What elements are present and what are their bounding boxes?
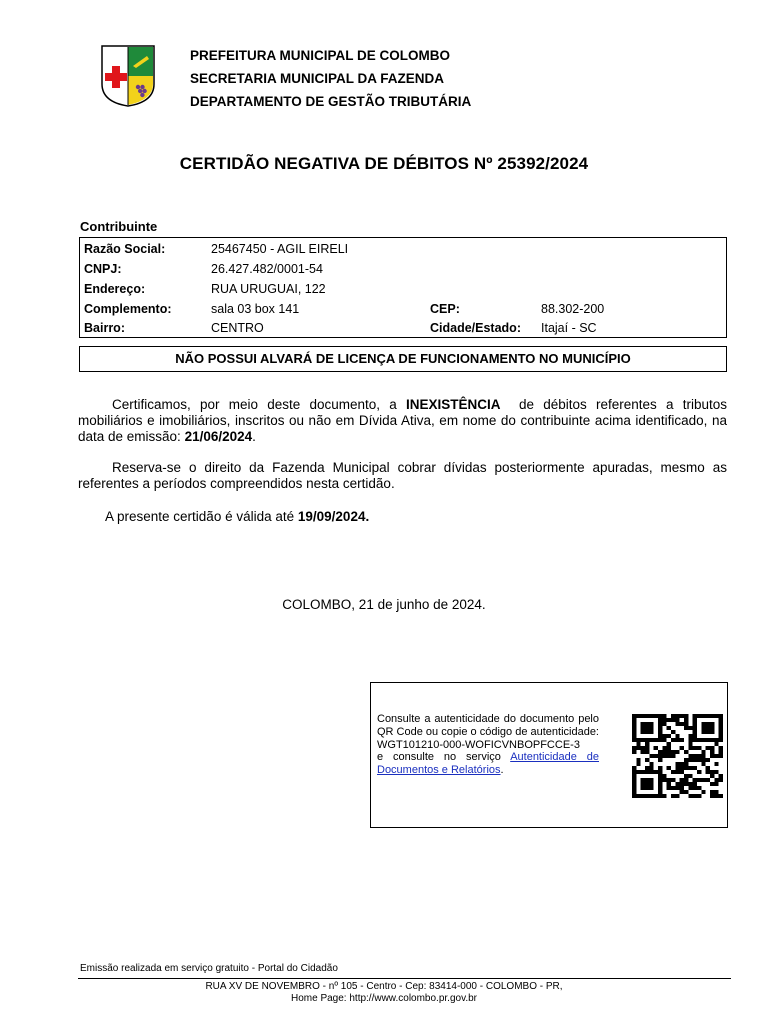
bairro-value: CENTRO: [211, 321, 264, 335]
contribuinte-box: [79, 237, 727, 338]
razao-social-label: Razão Social:: [84, 242, 166, 256]
document-title: CERTIDÃO NEGATIVA DE DÉBITOS Nº 25392/2024: [179, 154, 589, 173]
emission-date: 21/06/2024: [184, 429, 253, 444]
authenticity-service-link[interactable]: Autenticidade de Documentos e Relatórios: [377, 751, 599, 777]
complemento-label: Complemento:: [84, 302, 172, 316]
colombo-crest-logo: [100, 44, 156, 108]
footer-emission-note: Emissão realizada em serviço gratuito - Portal do Cidadão: [80, 963, 338, 974]
footer-address: RUA XV DE NOVEMBRO - nº 105 - Centro - Cep: 83414-000 - COLOMBO - PR,: [205, 981, 563, 992]
complemento-value: sala 03 box 141: [211, 302, 300, 316]
auth-code: WGT101210-000-WOFICVNBOPFCCE-3: [377, 738, 580, 751]
cnpj-value: 26.427.482/0001-54: [211, 262, 323, 276]
header-line-prefeitura: PREFEITURA MUNICIPAL DE COLOMBO: [190, 48, 451, 63]
footer-homepage: Home Page: http://www.colombo.pr.gov.br: [290, 992, 477, 1004]
cep-label: CEP:: [430, 302, 460, 316]
reservation-paragraph: [78, 460, 727, 492]
p1-text-end: .: [252, 429, 256, 444]
auth-text-end: .: [500, 764, 504, 777]
bairro-label: Bairro:: [84, 321, 125, 335]
validity-paragraph: [78, 509, 727, 525]
footer-divider: [78, 978, 731, 979]
p1-inexistencia: INEXISTÊNCIA: [406, 397, 501, 412]
razao-social-value: 25467450 - AGIL EIRELI: [211, 242, 349, 256]
validity-date: 19/09/2024.: [297, 509, 370, 524]
cidade-estado-value: Itajaí - SC: [541, 321, 597, 335]
header-line-departamento: DEPARTAMENTO DE GESTÃO TRIBUTÁRIA: [190, 94, 472, 109]
cep-value: 88.302-200: [541, 302, 605, 316]
qr-code: [632, 714, 723, 798]
certification-paragraph: [78, 397, 731, 445]
contribuinte-section-label: Contribuinte: [80, 219, 158, 234]
place-date: COLOMBO, 21 de junho de 2024.: [282, 597, 486, 612]
cnpj-label: CNPJ:: [84, 262, 122, 276]
endereco-label: Endereço:: [84, 282, 146, 296]
cidade-estado-label: Cidade/Estado:: [430, 321, 521, 335]
p1-text-mid: de débitos referentes a tributos mobiliários e imobiliários, inscritos ou não em Dívida Ativa, em nome do contribuinte acima identificado, na data de emissão:: [78, 397, 731, 444]
endereco-value: RUA URUGUAI, 122: [211, 282, 326, 296]
header-line-secretaria: SECRETARIA MUNICIPAL DA FAZENDA: [190, 71, 445, 86]
auth-text-consult: e consulte no serviço: [377, 751, 511, 764]
p1-text-pre: Certificamos, por meio deste documento, a: [112, 397, 406, 412]
authenticity-text: [377, 713, 599, 777]
alvara-notice: NÃO POSSUI ALVARÁ DE LICENÇA DE FUNCIONAMENTO NO MUNICÍPIO: [79, 346, 727, 372]
p2-text: Reserva-se o direito da Fazenda Municipal cobrar dívidas posteriormente apuradas, mesmo as referentes a períodos compreendidos nesta certidão.: [78, 460, 727, 491]
p3-text-pre: A presente certidão é válida até: [105, 509, 298, 524]
authenticity-box: [370, 682, 728, 828]
footer-address-block: [0, 981, 768, 1004]
auth-instructions: Consulte a autenticidade do documento pelo QR Code ou copie o código de autenticidade:: [377, 713, 599, 738]
